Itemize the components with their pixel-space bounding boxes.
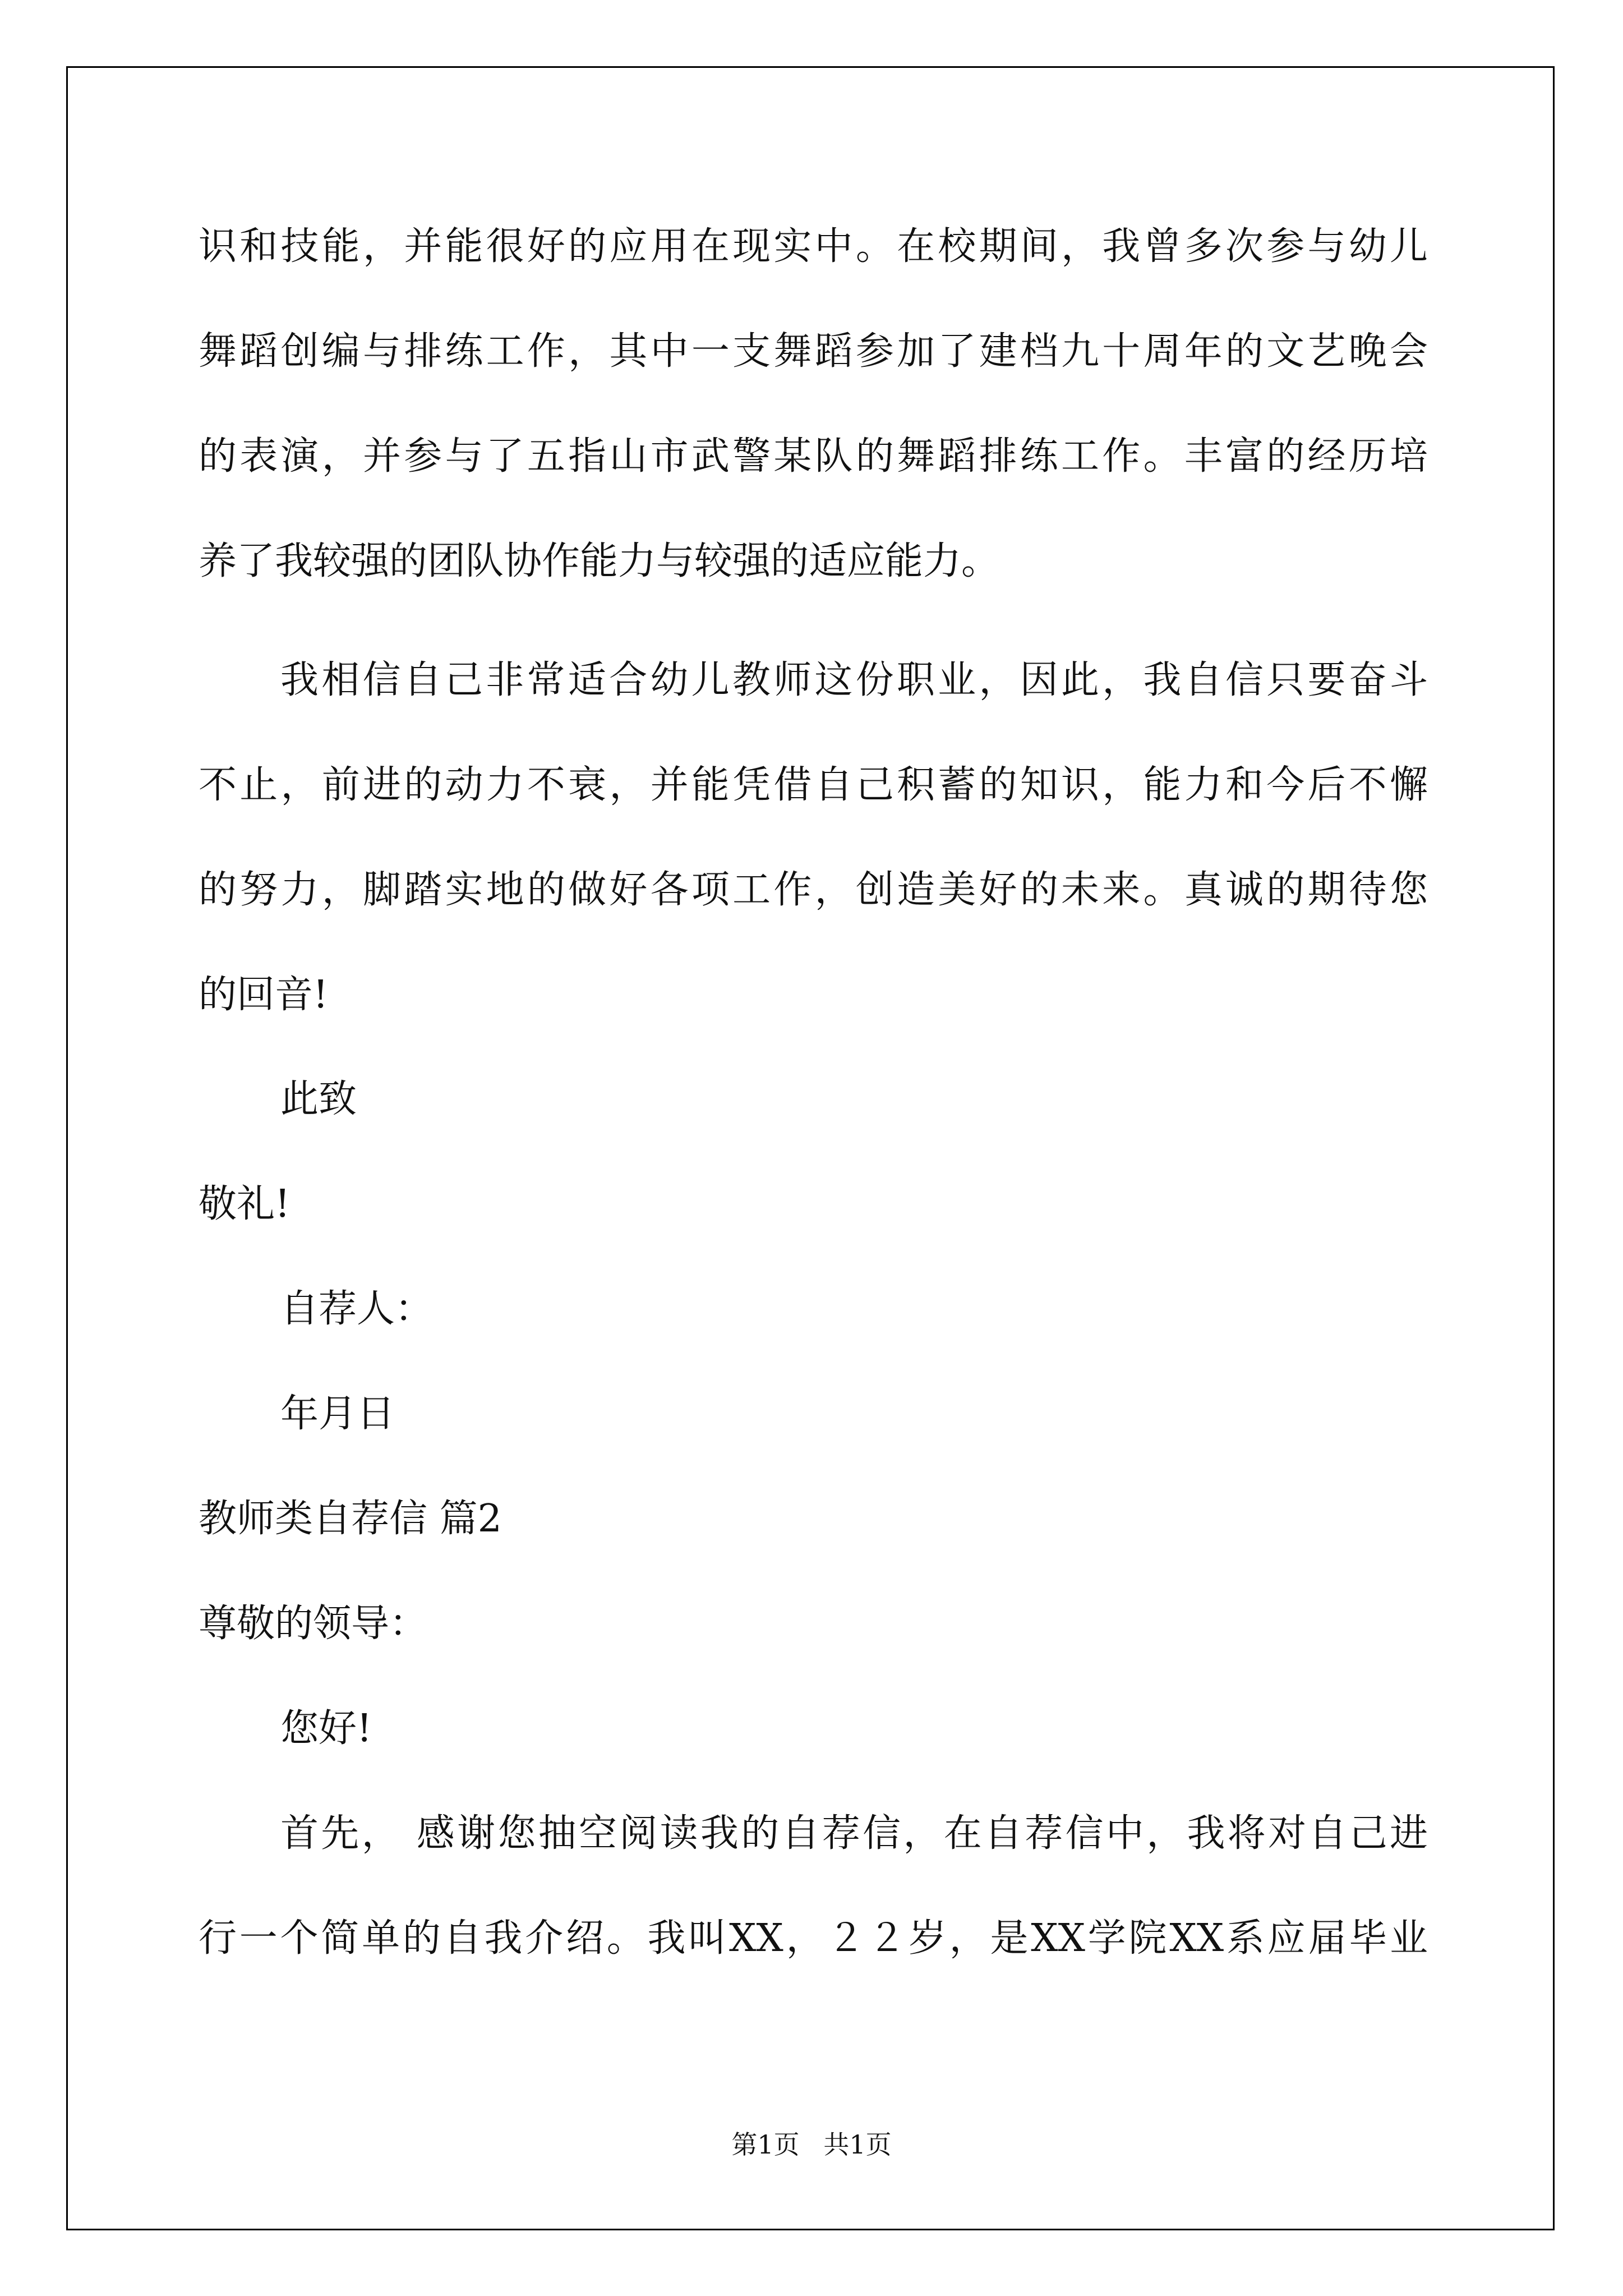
body-line-8: 的回音!: [199, 973, 329, 1017]
greeting: 您好!: [280, 1706, 372, 1751]
body-line-9: 首先， 感谢您抽空阅读我的自荐信，在自荐信中，我将对自己进: [280, 1811, 1428, 1856]
page-border: [66, 66, 1555, 2230]
body-line-1: 识和技能，并能很好的应用在现实中。在校期间，我曾多次参与幼儿: [199, 224, 1428, 269]
page-footer: [0, 2129, 1623, 2160]
date-label: 年月日: [280, 1392, 395, 1436]
signature-label: 自荐人：: [280, 1287, 434, 1331]
section-heading: 教师类自荐信 篇2: [199, 1497, 502, 1541]
body-line-10: 行一个简单的自我介绍。我叫XX，２２岁，是XX学院XX系应届毕业: [199, 1916, 1428, 1961]
body-line-3: 的表演，并参与了五指山市武警某队的舞蹈排练工作。丰富的经历培: [199, 434, 1428, 478]
letter-salutation: 尊敬的领导：: [199, 1602, 428, 1646]
body-line-5: 我相信自己非常适合幼儿教师这份职业，因此，我自信只要奋斗: [280, 658, 1428, 702]
body-line-4: 养了我较强的团队协作能力与较强的适应能力。: [199, 539, 1000, 583]
page-number: 第1页: [731, 2129, 800, 2160]
body-line-6: 不止，前进的动力不衰，并能凭借自己积蓄的知识，能力和今后不懈: [199, 763, 1428, 807]
closing-salutation: 此致: [280, 1077, 357, 1121]
body-line-7: 的努力，脚踏实地的做好各项工作，创造美好的未来。真诚的期待您: [199, 868, 1428, 912]
page-total: 共1页: [823, 2129, 892, 2160]
closing-regards: 敬礼!: [199, 1182, 291, 1226]
body-line-2: 舞蹈创编与排练工作，其中一支舞蹈参加了建档九十周年的文艺晚会: [199, 329, 1428, 374]
